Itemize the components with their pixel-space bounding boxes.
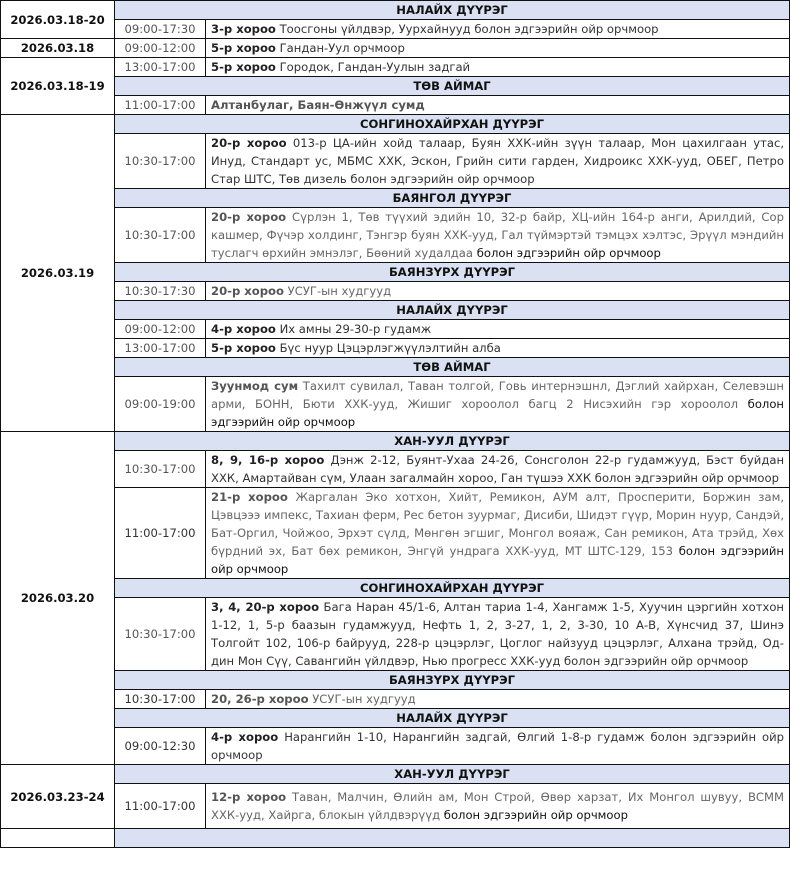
- area-details: Тахилт сувилал, Таван толгой, Говь интернэшнл, Дэглий хайрхан, Селевэшн арми, БОНН, Бюти ХХК-ууд, Жишиг хороолол багц 2 Нисэхийн гэр хороолол: [211, 379, 785, 411]
- time-cell: 11:00-17:00: [115, 96, 206, 115]
- table-row: [1, 339, 790, 358]
- date-cell: 2026.03.18-20: [1, 1, 115, 39]
- area-location: Зуунмод сум: [211, 379, 299, 393]
- table-row: [1, 451, 790, 488]
- date-cell: 2026.03.18: [1, 39, 115, 58]
- date-cell: 2026.03.20: [1, 432, 115, 765]
- area-cell: [206, 20, 790, 39]
- time-cell: 09:00-12:00: [115, 39, 206, 58]
- district-header-row: [1, 301, 790, 320]
- district-header: НАЛАЙХ ДҮҮРЭГ: [115, 301, 790, 320]
- district-header: НАЛАЙХ ДҮҮРЭГ: [115, 709, 790, 728]
- district-header: БАЯНЗҮРХ ДҮҮРЭГ: [115, 263, 790, 282]
- table-row: [1, 134, 790, 189]
- area-location: 20-р хороо: [211, 136, 287, 150]
- area-cell: [206, 39, 790, 58]
- area-cell: [206, 451, 790, 488]
- area-location: 4-р хороо: [211, 730, 279, 744]
- district-header-row: [1, 263, 790, 282]
- area-details: Бүс нуур Цэцэрлэгжүүлэлтийн алба: [279, 341, 501, 355]
- area-cell: [206, 598, 790, 671]
- area-location: Алтанбулаг, Баян-Өнжүүл сумд: [211, 98, 425, 112]
- area-location: 4-р хороо: [211, 322, 276, 336]
- table-row: [1, 208, 790, 263]
- area-details: Городок, Гандан-Уулын задгай: [279, 60, 471, 74]
- area-suffix: болон эдгээрийн ойр орчмоор: [211, 397, 784, 429]
- table-row: [1, 488, 790, 579]
- table-row: [1, 728, 790, 765]
- area-location: 3, 4, 20-р хороо: [211, 600, 320, 614]
- area-details: Дэнж 2-12, Буянт-Ухаа 24-26, Сонсголон 22-р гудамжууд, Бэст буйдан ХХК, Амартайван сүм, Улаан загалмайн хороо, Ган түшээ ХХК болон эдгээрийн ойр орчмоор: [211, 453, 785, 485]
- area-suffix: болон эдгээрийн ойр орчмоор: [476, 246, 661, 260]
- table-row: [1, 39, 790, 58]
- area-cell: [206, 320, 790, 339]
- area-location: 20-р хороо: [211, 284, 284, 298]
- district-header-row: [1, 1, 790, 20]
- district-header-row: [1, 77, 790, 96]
- table-row: [1, 282, 790, 301]
- area-cell: [206, 377, 790, 432]
- time-cell: 13:00-17:00: [115, 58, 206, 77]
- district-header-row: [1, 765, 790, 784]
- district-header: ХАН-УУЛ ДҮҮРЭГ: [115, 432, 790, 451]
- date-cell: 2026.03.23-24: [1, 765, 115, 829]
- area-cell: [206, 134, 790, 189]
- time-cell: 10:30-17:00: [115, 451, 206, 488]
- date-cell: 2026.03.18-19: [1, 58, 115, 115]
- table-row-partial: [1, 829, 790, 848]
- area-location: 20-р хороо: [211, 210, 287, 224]
- date-cell: 2026.03.19: [1, 115, 115, 432]
- area-details: Тоосгоны үйлдвэр, Уурхайнууд болон эдгээрийн ойр орчмоор: [279, 22, 659, 36]
- district-header-row: [1, 358, 790, 377]
- district-header: СОНГИНОХАЙРХАН ДҮҮРЭГ: [115, 579, 790, 598]
- area-details: 013-р ЦА-ийн хойд талаар, Буян ХХК-ийн зүүн талаар, Мон цахилгаан утас, Инуд, Стандарт ус, МБМС ХХК, Эскон, Грийн сити гарден, Хидроикс ХХК-ууд, ОБЕГ, Петро Стар ШТС, Төв дизель болон эдгээрийн ойр орчмоор: [211, 136, 785, 186]
- area-details: УСУГ-ын худгууд: [287, 284, 392, 298]
- time-cell: 09:00-12:00: [115, 320, 206, 339]
- district-header: БАЯНЗҮРХ ДҮҮРЭГ: [115, 671, 790, 690]
- district-header: ТӨВ АЙМАГ: [115, 77, 790, 96]
- area-location: 21-р хороо: [211, 490, 288, 504]
- time-cell: 10:30-17:00: [115, 690, 206, 709]
- area-cell: [206, 784, 790, 829]
- time-cell: 10:30-17:00: [115, 134, 206, 189]
- area-cell: [206, 208, 790, 263]
- table-row: [1, 784, 790, 829]
- area-details: Жаргалан Эко хотхон, Хийт, Ремикон, АУМ алт, Просперити, Боржин зам, Цэвцэээ импекс, Тахиан ферм, Рес бетон зуурмаг, Дисиби, Шидэт гүүр, Морин нуур, Сандэй, Бат-Оргил, Чойжоо, Эрхэт сүлд, Мөнгөн эгшиг, Монгол вояаж, Сан ремикон, Ата трэйд, Хөх бүрдний эх, Бат бөх ремикон, Энгүй ундрага ХХК-ууд, МТ ШТС-129, 153: [211, 490, 784, 558]
- district-header-partial: [115, 829, 790, 848]
- time-cell: 09:00-17:30: [115, 20, 206, 39]
- area-details: Таван, Малчин, Өлийн ам, Мон Строй, Өвөр харзат, Их Монгол шувуу, ВСММ ХХК-ууд, Хайрга, блокын үйлдвэрүүд: [211, 790, 785, 822]
- table-row: [1, 20, 790, 39]
- area-details: Бага Наран 45/1-6, Алтан тариа 1-4, Хангамж 1-5, Хуучин цэргийн хотхон 1-12, 1, 5-р баазын гудамжууд, Нефть 1, 2, 3-27, 1, 2, 3-30, 10 А-В, Хүнсчид 37, Шинэ Толгойт 102, 106-р байрууд, 228-р цэцэрлэг, Цоглог найзууд цэцэрлэг, Алхана трэйд, Од-дин Мон Сүү, Савангийн үйлдвэр, Нью прогресс ХХК-ууд болон эдгээрийн ойр орчмоор: [211, 600, 785, 668]
- area-details: Их амны 29-30-р гудамж: [279, 322, 432, 336]
- table-row: [1, 96, 790, 115]
- district-header: БАЯНГОЛ ДҮҮРЭГ: [115, 189, 790, 208]
- table-row: [1, 320, 790, 339]
- area-cell: [206, 690, 790, 709]
- area-details: Гандан-Уул орчмоор: [279, 41, 405, 55]
- table-row: [1, 598, 790, 671]
- area-cell: [206, 488, 790, 579]
- area-cell: [206, 96, 790, 115]
- table-row: [1, 58, 790, 77]
- area-cell: [206, 728, 790, 765]
- area-location: 5-р хороо: [211, 41, 276, 55]
- district-header: СОНГИНОХАЙРХАН ДҮҮРЭГ: [115, 115, 790, 134]
- area-location: 5-р хороо: [211, 341, 276, 355]
- district-header-row: [1, 671, 790, 690]
- area-suffix: болон эдгээрийн ойр орчмоор: [443, 808, 628, 822]
- district-header-row: [1, 709, 790, 728]
- table-row: [1, 690, 790, 709]
- district-header: НАЛАЙХ ДҮҮРЭГ: [115, 1, 790, 20]
- area-details: УСУГ-ын худгууд: [312, 692, 416, 706]
- time-cell: 11:00-17:00: [115, 784, 206, 829]
- area-location: 3-р хороо: [211, 22, 276, 36]
- time-cell: 10:30-17:00: [115, 208, 206, 263]
- area-cell: [206, 58, 790, 77]
- area-location: 12-р хороо: [211, 790, 287, 804]
- district-header-row: [1, 115, 790, 134]
- area-location: 5-р хороо: [211, 60, 276, 74]
- district-header-row: [1, 189, 790, 208]
- area-details: Нарангийн 1-10, Нарангийн задгай, Өлгий 1-8-р гудамж болон эдгээрийн ойр орчмоор: [211, 730, 785, 762]
- time-cell: 09:00-12:30: [115, 728, 206, 765]
- area-cell: [206, 282, 790, 301]
- area-location: 8, 9, 16-р хороо: [211, 453, 325, 467]
- time-cell: 11:00-17:00: [115, 488, 206, 579]
- district-header-row: [1, 432, 790, 451]
- area-suffix: болон эдгээрийн ойр орчмоор: [211, 544, 785, 576]
- table-row: [1, 377, 790, 432]
- time-cell: 10:30-17:30: [115, 282, 206, 301]
- district-header-row: [1, 579, 790, 598]
- area-cell: [206, 339, 790, 358]
- time-cell: 13:00-17:00: [115, 339, 206, 358]
- area-location: 20, 26-р хороо: [211, 692, 309, 706]
- district-header: ХАН-УУЛ ДҮҮРЭГ: [115, 765, 790, 784]
- district-header: ТӨВ АЙМАГ: [115, 358, 790, 377]
- area-details: Сүрлэн 1, Төв түүхий эдийн 10, 32-р байр, ХЦ-ийн 164-р анги, Арилдий, Сор кашмер, Фүчэр холдинг, Тэнгэр буян ХХК-ууд, Гал түймэртэй тэмцэх хэлтэс, Эрүүл мэндийн туслагч өрхийн эмнэлэг, Бөөний худалдаа: [211, 210, 784, 260]
- time-cell: 09:00-19:00: [115, 377, 206, 432]
- date-cell-partial: [1, 829, 115, 848]
- time-cell: 10:30-17:00: [115, 598, 206, 671]
